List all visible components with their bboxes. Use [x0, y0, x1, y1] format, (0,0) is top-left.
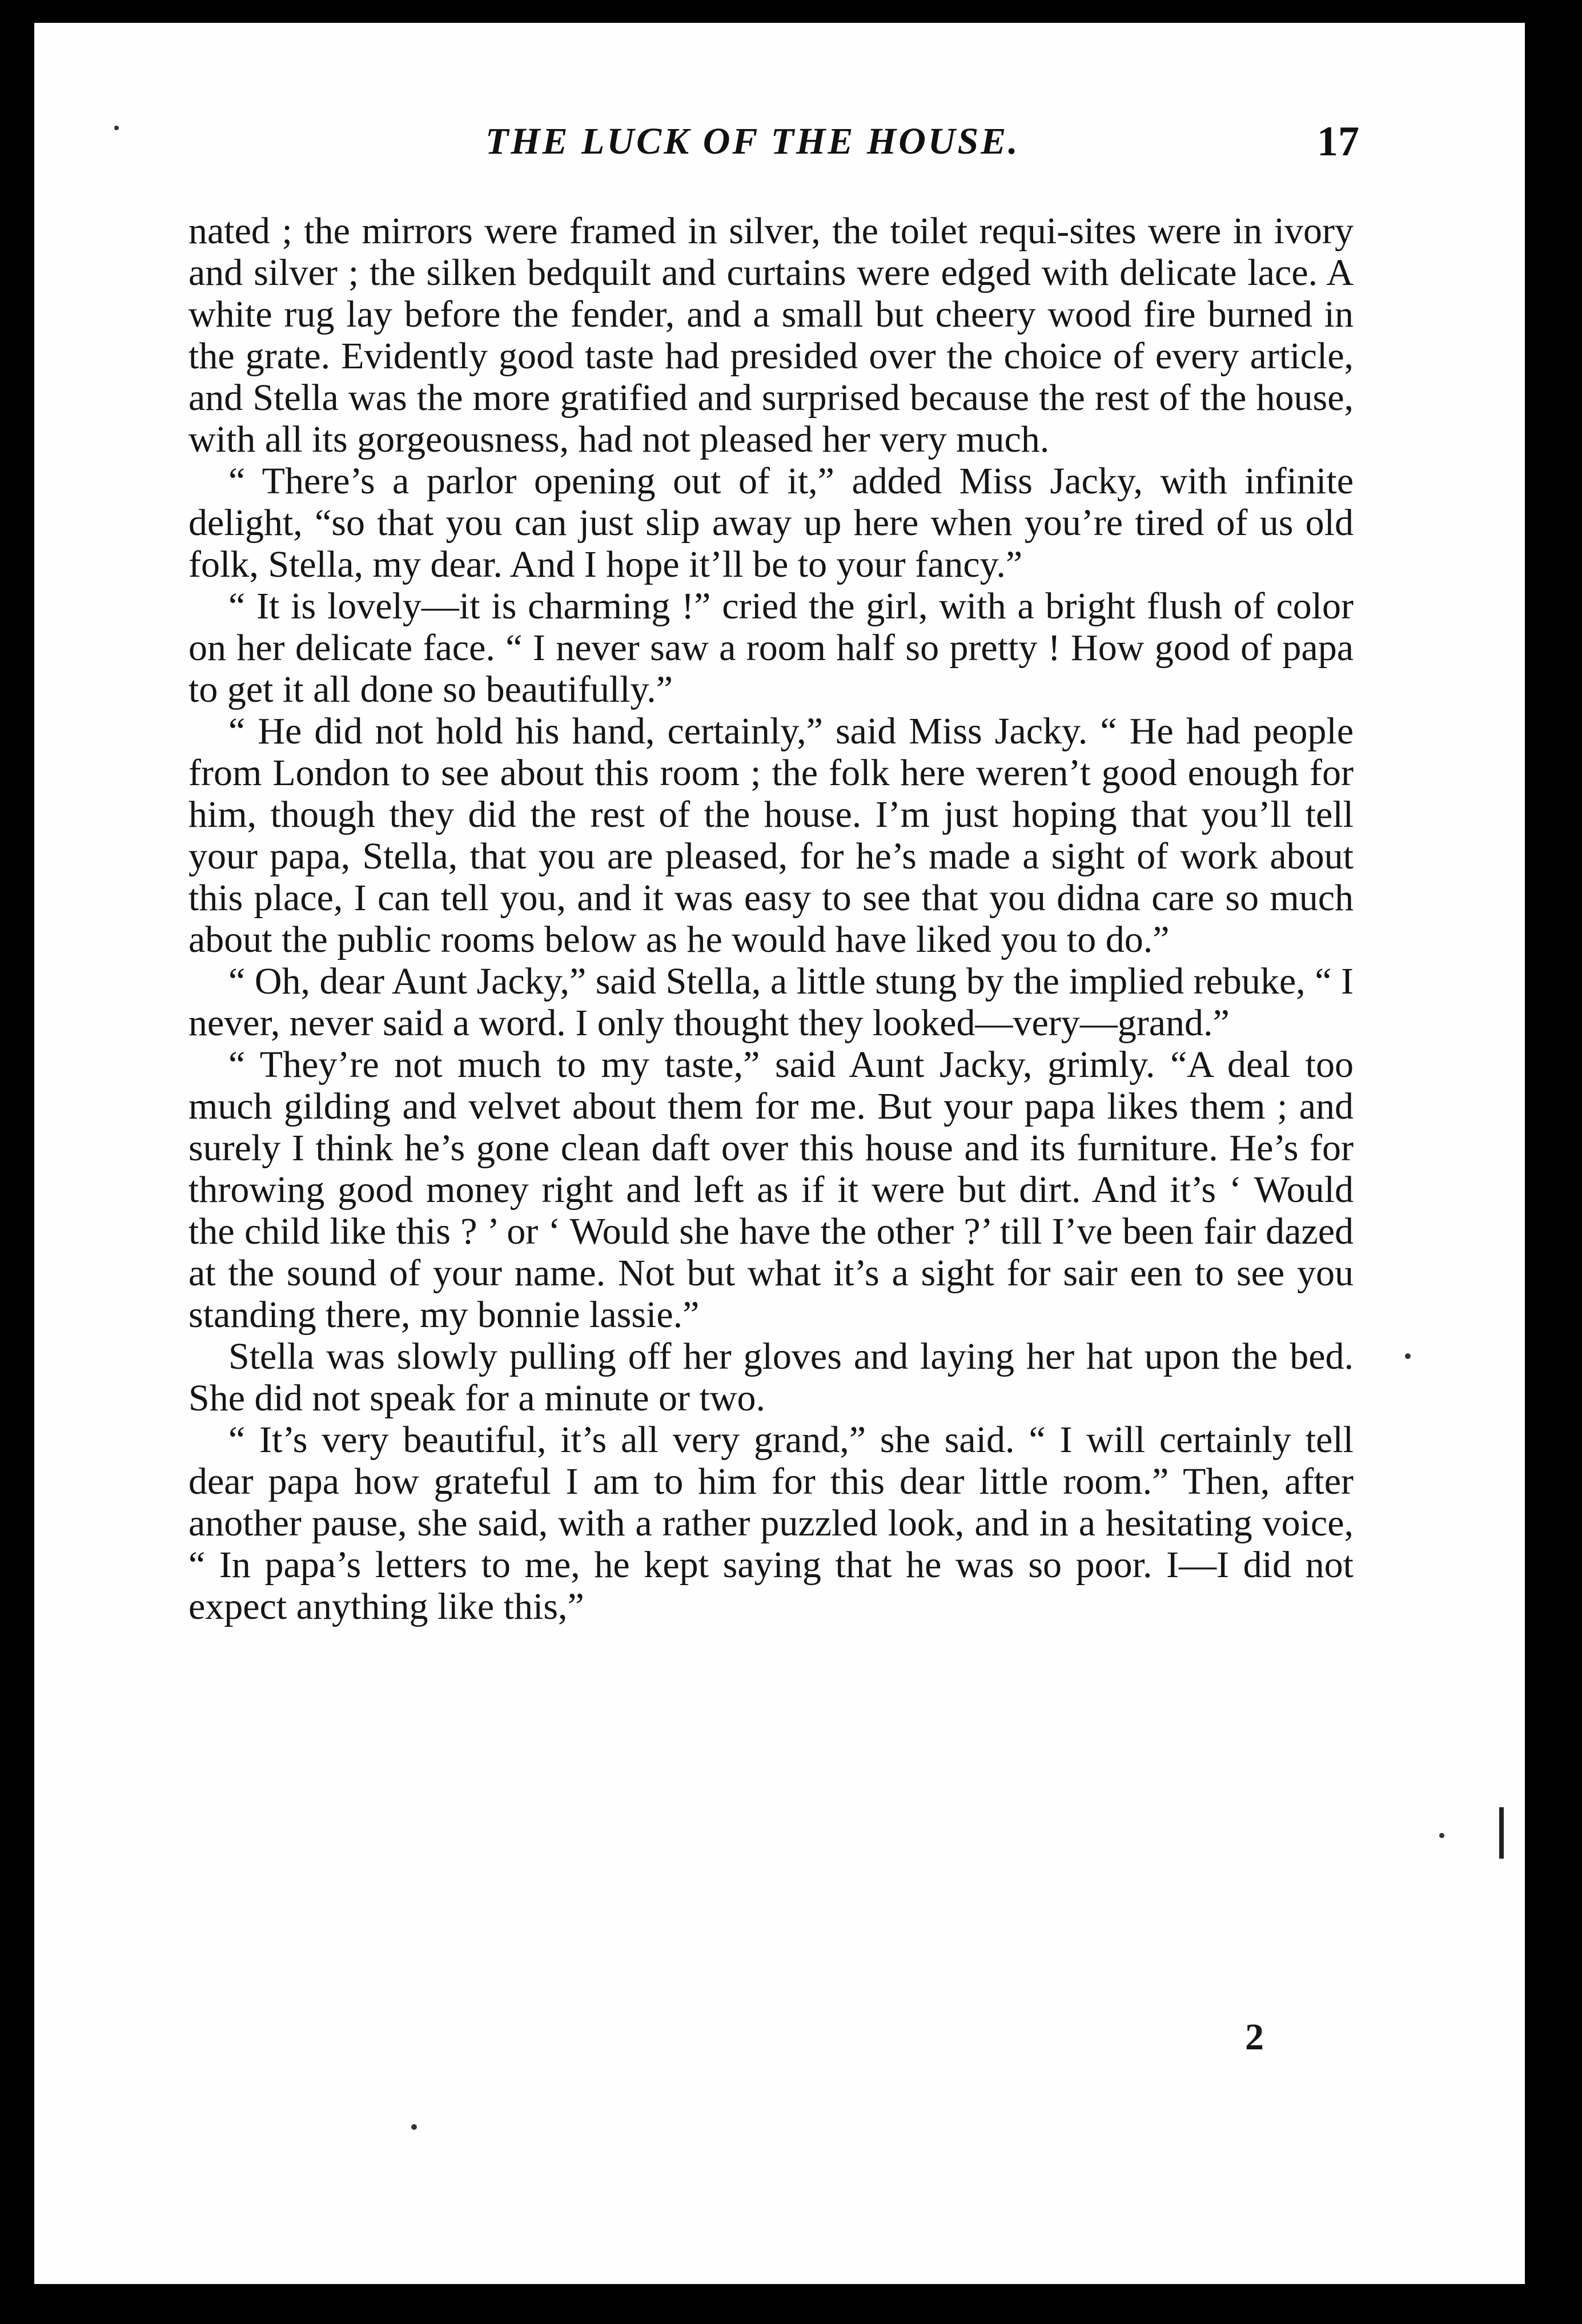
- paragraph: “ They’re not much to my taste,” said Aunt Jacky, grimly. “A deal too much gilding and velvet about them for me. But your papa likes them ; and surely I think he’s gone clean daft over this house and its furniture. He’s for throwing good money right and left as if it were but dirt. And it’s ‘ Would the child like this ? ’ or ‘ Would she have the other ?’ till I’ve been fair dazed at the sound of your name. Not but what it’s a sight for sair een to see you standing there, my bonnie lassie.”: [188, 1044, 1354, 1336]
- scan-speck: [1405, 1353, 1411, 1359]
- scan-speck: [1439, 1833, 1444, 1838]
- paragraph: Stella was slowly pulling off her gloves and laying her hat upon the bed. She did not speak for a minute or two.: [188, 1336, 1354, 1419]
- paragraph: nated ; the mirrors were framed in silver, the toilet requi-sites were in ivory and silver ; the silken bedquilt and curtains were edged with delicate lace. A white rug lay before the fender, and a small but cheery wood fire burned in the grate. Evidently good taste had presided over the choice of every article, and Stella was the more gratified and surprised because the rest of the house, with all its gorgeousness, had not pleased her very much.: [188, 210, 1354, 460]
- paragraph: “ Oh, dear Aunt Jacky,” said Stella, a little stung by the implied rebuke, “ I never, never said a word. I only thought they looked—very—grand.”: [188, 960, 1354, 1044]
- scan-speck: [114, 126, 119, 130]
- scan-speck: [411, 2124, 417, 2130]
- scan-edge-mark: [1499, 1807, 1504, 1859]
- running-head: [188, 120, 1359, 183]
- paragraph: “ It is lovely—it is charming !” cried the girl, with a bright flush of color on her delicate face. “ I never saw a room half so pretty ! How good of papa to get it all done so beautifully.”: [188, 585, 1354, 710]
- paragraph: “ He did not hold his hand, certainly,” said Miss Jacky. “ He had people from London to see about this room ; the folk here weren’t good enough for him, though they did the rest of the house. I’m just hoping that you’ll tell your papa, Stella, that you are pleased, for he’s made a sight of work about this place, I can tell you, and it was easy to see that you didna care so much about the public rooms below as he would have liked you to do.”: [188, 710, 1354, 960]
- paragraph: “ It’s very beautiful, it’s all very grand,” she said. “ I will certainly tell dear papa how grateful I am to him for this dear little room.” Then, after another pause, she said, with a rather puzzled look, and in a hesitating voice, “ In papa’s letters to me, he kept saying that he was so poor. I—I did not expect anything like this,”: [188, 1419, 1354, 1627]
- body-text: [188, 210, 1354, 1627]
- running-title: THE LUCK OF THE HOUSE.: [485, 120, 1020, 162]
- signature-mark: 2: [1245, 2016, 1264, 2058]
- scan-left-border: [0, 0, 34, 2324]
- paragraph: “ There’s a parlor opening out of it,” added Miss Jacky, with infinite delight, “so that you can just slip away up here when you’re tired of us old folk, Stella, my dear. And I hope it’ll be to your fancy.”: [188, 460, 1354, 585]
- page-number: 17: [1317, 118, 1359, 165]
